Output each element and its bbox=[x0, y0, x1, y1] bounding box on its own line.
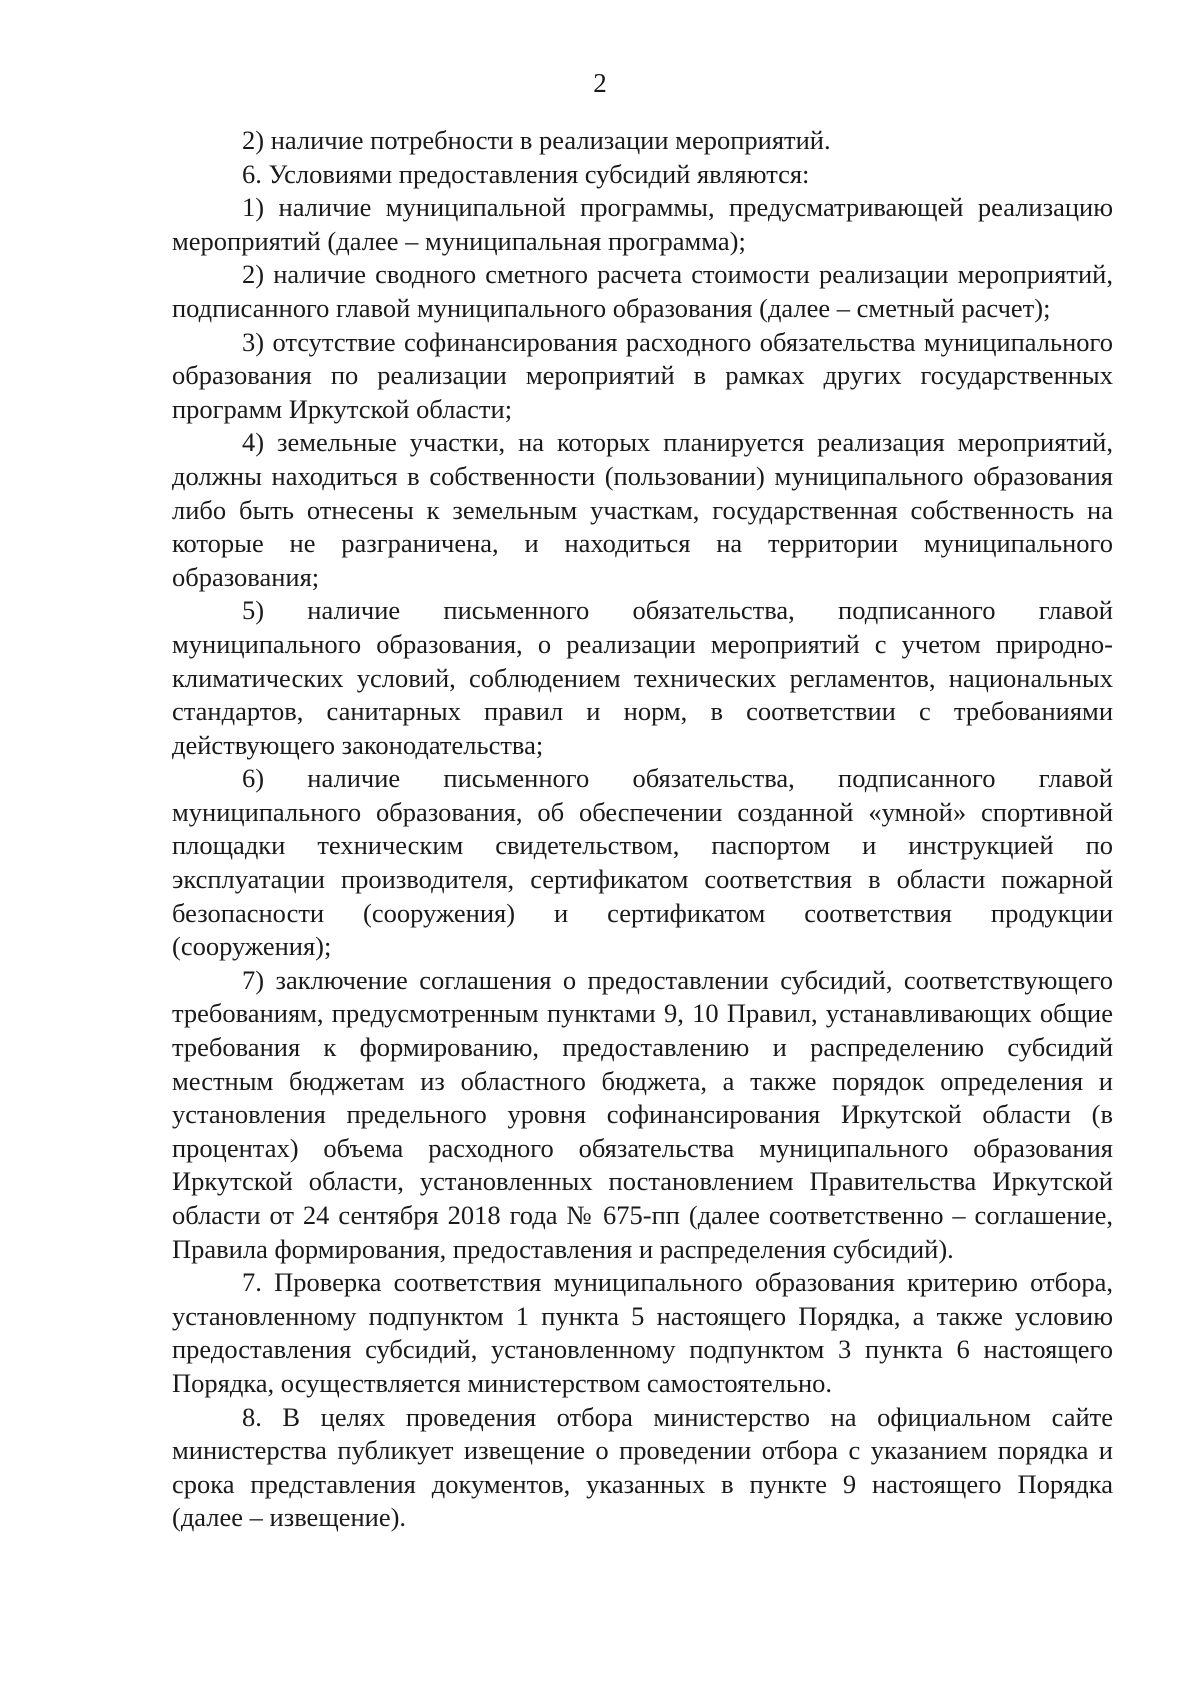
paragraph-subitem-2-need: 2) наличие потребности в реализации мероприятий. bbox=[242, 125, 831, 155]
paragraph-subitem-7-agreement: 7) заключение соглашения о предоставлении субсидий, соответствующего требованиям, предусмотренным пунктами 9, 10 Правил, устанавливающих общие требования к формированию, предоставлению и распределению субсидий местным бюджетам из областного бюджета, а также порядок определения и установления предельного уровня софинансирования Иркутской области (в процентах) объема расходного обязательства муниципального образования Иркутской области, установленных постановлением Правительства Иркутской области от 24 сентября 2018 года № 675-пп (далее соответственно – соглашение, Правила формирования, предоставления и распределения субсидий). bbox=[172, 964, 1113, 1264]
paragraph-subitem-3-cofinancing: 3) отсутствие софинансирования расходного обязательства муниципального образования по реализации мероприятий в рамках других государственных программ Иркутской области; bbox=[172, 326, 1113, 424]
paragraph-item-8-notice: 8. В целях проведения отбора министерство на официальном сайте министерства публикует извещение о проведении отбора с указанием порядка и срока представления документов, указанных в пункте 9 настоящего Порядка (далее – извещение). bbox=[172, 1401, 1113, 1533]
paragraph-subitem-4-land: 4) земельные участки, на которых планируется реализация мероприятий, должны находиться в собственности (пользовании) муниципального образования либо быть отнесены к земельным участкам, государственная собственность на которые не разграничена, и находиться на территории муниципального образования; bbox=[172, 427, 1113, 592]
paragraph-subitem-5-obligation: 5) наличие письменного обязательства, подписанного главой муниципального образования, о реализации мероприятий с учетом природно-климатических условий, соблюдением технических регламентов, национальных стандартов, санитарных правил и норм, в соответствии с требованиями действующего законодательства; bbox=[172, 595, 1113, 760]
paragraph-item-7-verification: 7. Проверка соответствия муниципального образования критерию отбора, установленному подпунктом 1 пункта 5 настоящего Порядка, а также условию предоставления субсидий, установленному подпунктом 3 пункта 6 настоящего Порядка, осуществляется министерством самостоятельно. bbox=[172, 1267, 1113, 1398]
paragraph-subitem-6-obligation: 6) наличие письменного обязательства, подписанного главой муниципального образования, об обеспечении созданной «умной» спортивной площадки техническим свидетельством, паспортом и инструкцией по эксплуатации производителя, сертификатом соответствия в области пожарной безопасности (сооружения) и сертификатом соответствия продукции (сооружения); bbox=[172, 763, 1113, 962]
paragraph-subitem-2-estimate: 2) наличие сводного сметного расчета стоимости реализации мероприятий, подписанного главой муниципального образования (далее – сметный расчет); bbox=[172, 259, 1113, 323]
paragraph-item-6-conditions: 6. Условиями предоставления субсидий являются: bbox=[242, 158, 810, 189]
document-body bbox=[172, 124, 1113, 1535]
paragraph-subitem-1-program: 1) наличие муниципальной программы, предусматривающей реализацию мероприятий (далее – муниципальная программа); bbox=[172, 192, 1113, 256]
page-number: 2 bbox=[593, 68, 607, 98]
